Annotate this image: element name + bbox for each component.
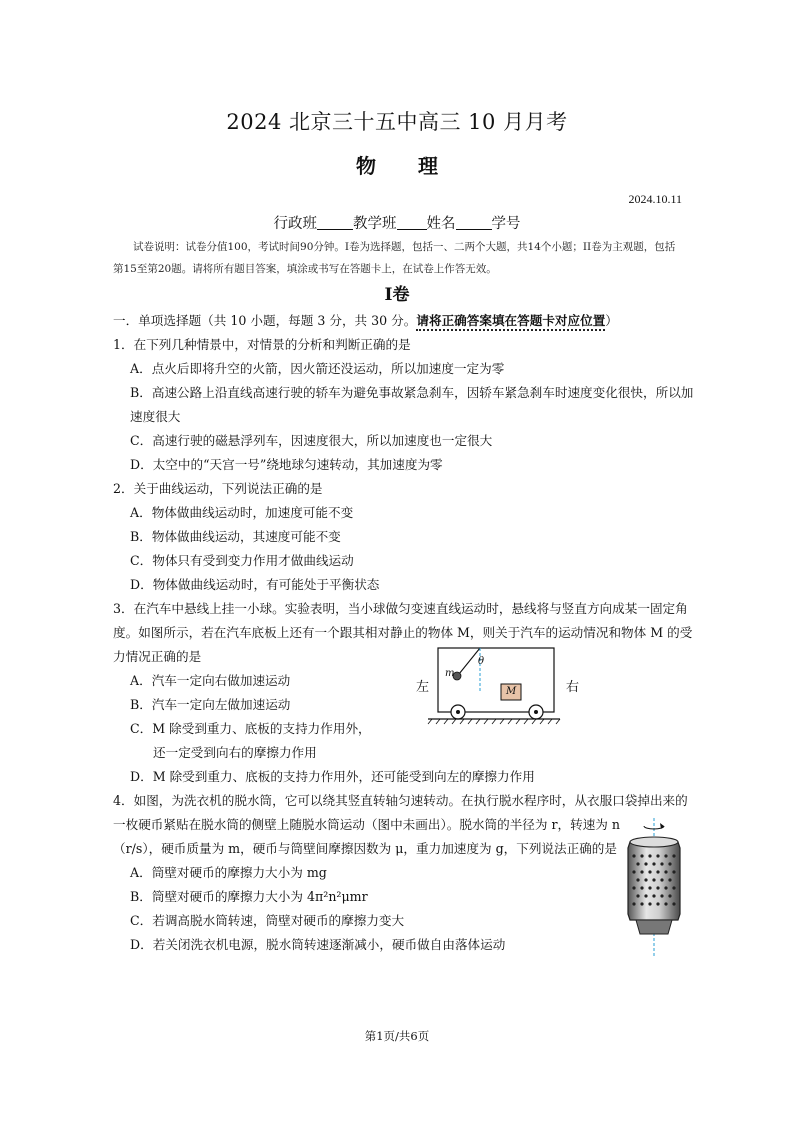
- q3-ball-label: m: [445, 668, 455, 679]
- q1-option-c: C．高速行驶的磁悬浮列车，因速度很大，所以加速度也一定很大: [130, 433, 493, 448]
- q3-option-b: B．汽车一定向左做加速运动: [130, 697, 291, 712]
- q3-option-c-cont: 还一定受到向右的摩擦力作用: [153, 745, 317, 760]
- blank-admin-class[interactable]: [317, 215, 353, 230]
- section-heading-close: ）: [605, 313, 618, 328]
- q1-stem: 1．在下列几种情景中，对情景的分析和判断正确的是: [113, 337, 411, 352]
- page-footer: 第1页/共6页: [364, 1029, 430, 1043]
- exam-date: 2024.10.11: [628, 192, 682, 206]
- field-admin-class: 行政班: [273, 216, 317, 232]
- blank-name[interactable]: [456, 215, 492, 230]
- q2-option-d: D．物体做曲线运动时，有可能处于平衡状态: [130, 577, 380, 592]
- q3-left-label: 左: [416, 680, 430, 695]
- q4-option-d: D．若关闭洗衣机电源，脱水筒转速逐渐减小，硬币做自由落体运动: [130, 937, 506, 952]
- field-name: 姓名: [426, 216, 456, 232]
- volume-heading: I卷: [384, 285, 410, 305]
- q1-option-a: A．点火后即将升空的火箭，因火箭还没运动，所以加速度一定为零: [130, 361, 505, 376]
- q4-option-b: B．筒壁对硬币的摩擦力大小为 4π²n²μmr: [130, 889, 368, 904]
- q3-car-figure: [428, 644, 560, 724]
- section-heading-emphasis: 请将正确答案填在答题卡对应位置: [416, 313, 605, 331]
- q1-option-b: B．高速公路上沿直线高速行驶的轿车为避免事故紧急刹车，因轿车紧急刹车时速度变化很快，所以加: [130, 385, 694, 400]
- pendulum-string: [459, 648, 480, 674]
- q4-option-a: A．筒壁对硬币的摩擦力大小为 mg: [130, 865, 327, 880]
- q4-drum-figure: [618, 818, 690, 958]
- q2-option-a: A．物体做曲线运动时，加速度可能不变: [130, 505, 354, 520]
- q3-angle-label: θ: [478, 656, 485, 667]
- q3-option-a: A．汽车一定向右做加速运动: [130, 673, 291, 688]
- blank-teaching-class[interactable]: [397, 215, 427, 230]
- q3-option-d: D．M 除受到重力、底板的支持力作用外，还可能受到向左的摩擦力作用: [130, 769, 535, 784]
- q3-option-c: C．M 除受到重力、底板的支持力作用外，: [130, 721, 371, 736]
- q2-stem: 2．关于曲线运动，下列说法正确的是: [113, 481, 323, 496]
- q4-stem-line1: 4．如图，为洗衣机的脱水筒，它可以绕其竖直转轴匀速转动。在执行脱水程序时，从衣服口袋掉出来的: [113, 793, 688, 808]
- q3-stem-line1: 3．在汽车中悬线上挂一小球。实验表明，当小球做匀变速直线运动时，悬线将与竖直方向成某一固定角: [113, 601, 688, 616]
- field-student-id: 学号: [491, 216, 521, 232]
- q3-block-label: M: [506, 686, 517, 697]
- q2-option-b: B．物体做曲线运动，其速度可能不变: [130, 529, 341, 544]
- section-heading-text: 一．单项选择题（共 10 小题，每题 3 分，共 30 分。: [113, 313, 417, 328]
- student-info-line: [0, 212, 794, 233]
- section-heading: [113, 310, 618, 329]
- ground-hatching: [428, 719, 560, 724]
- exam-instructions: 试卷说明：试卷分值100，考试时间90分钟。I卷为选择题，包括一、二两个大题，共14个小题；II卷为主观题，包括第15至第20题。请将所有题目答案，填涂或书写在答题卡上，在试卷上作答无效。: [113, 241, 676, 275]
- q4-stem-line2: 一枚硬币紧贴在脱水筒的侧壁上随脱水筒运动（图中未画出）。脱水筒的半径为 r，转速为 n: [113, 817, 620, 832]
- q4-option-c: C．若调高脱水筒转速，筒壁对硬币的摩擦力变大: [130, 913, 405, 928]
- field-teaching-class: 教学班: [353, 216, 397, 232]
- q3-stem-line2: 度。如图所示，若在汽车底板上还有一个跟其相对静止的物体 M，则关于汽车的运动情况和物体 M 的受: [113, 625, 693, 640]
- exam-title: 2024 北京三十五中高三 10 月月考: [226, 110, 568, 134]
- subject-title: 物理: [356, 154, 480, 178]
- q3-right-label: 右: [566, 680, 580, 695]
- q1-option-d: D．太空中的“天宫一号”绕地球匀速转动，其加速度为零: [130, 457, 443, 472]
- q2-option-c: C．物体只有受到变力作用才做曲线运动: [130, 553, 354, 568]
- q3-stem-line3: 力情况正确的是: [113, 649, 202, 664]
- q1-option-b-cont: 速度很大: [130, 409, 181, 424]
- q4-stem-line3: （r/s），硬币质量为 m，硬币与筒壁间摩擦因数为 μ，重力加速度为 g，下列说法正确的是: [113, 841, 617, 856]
